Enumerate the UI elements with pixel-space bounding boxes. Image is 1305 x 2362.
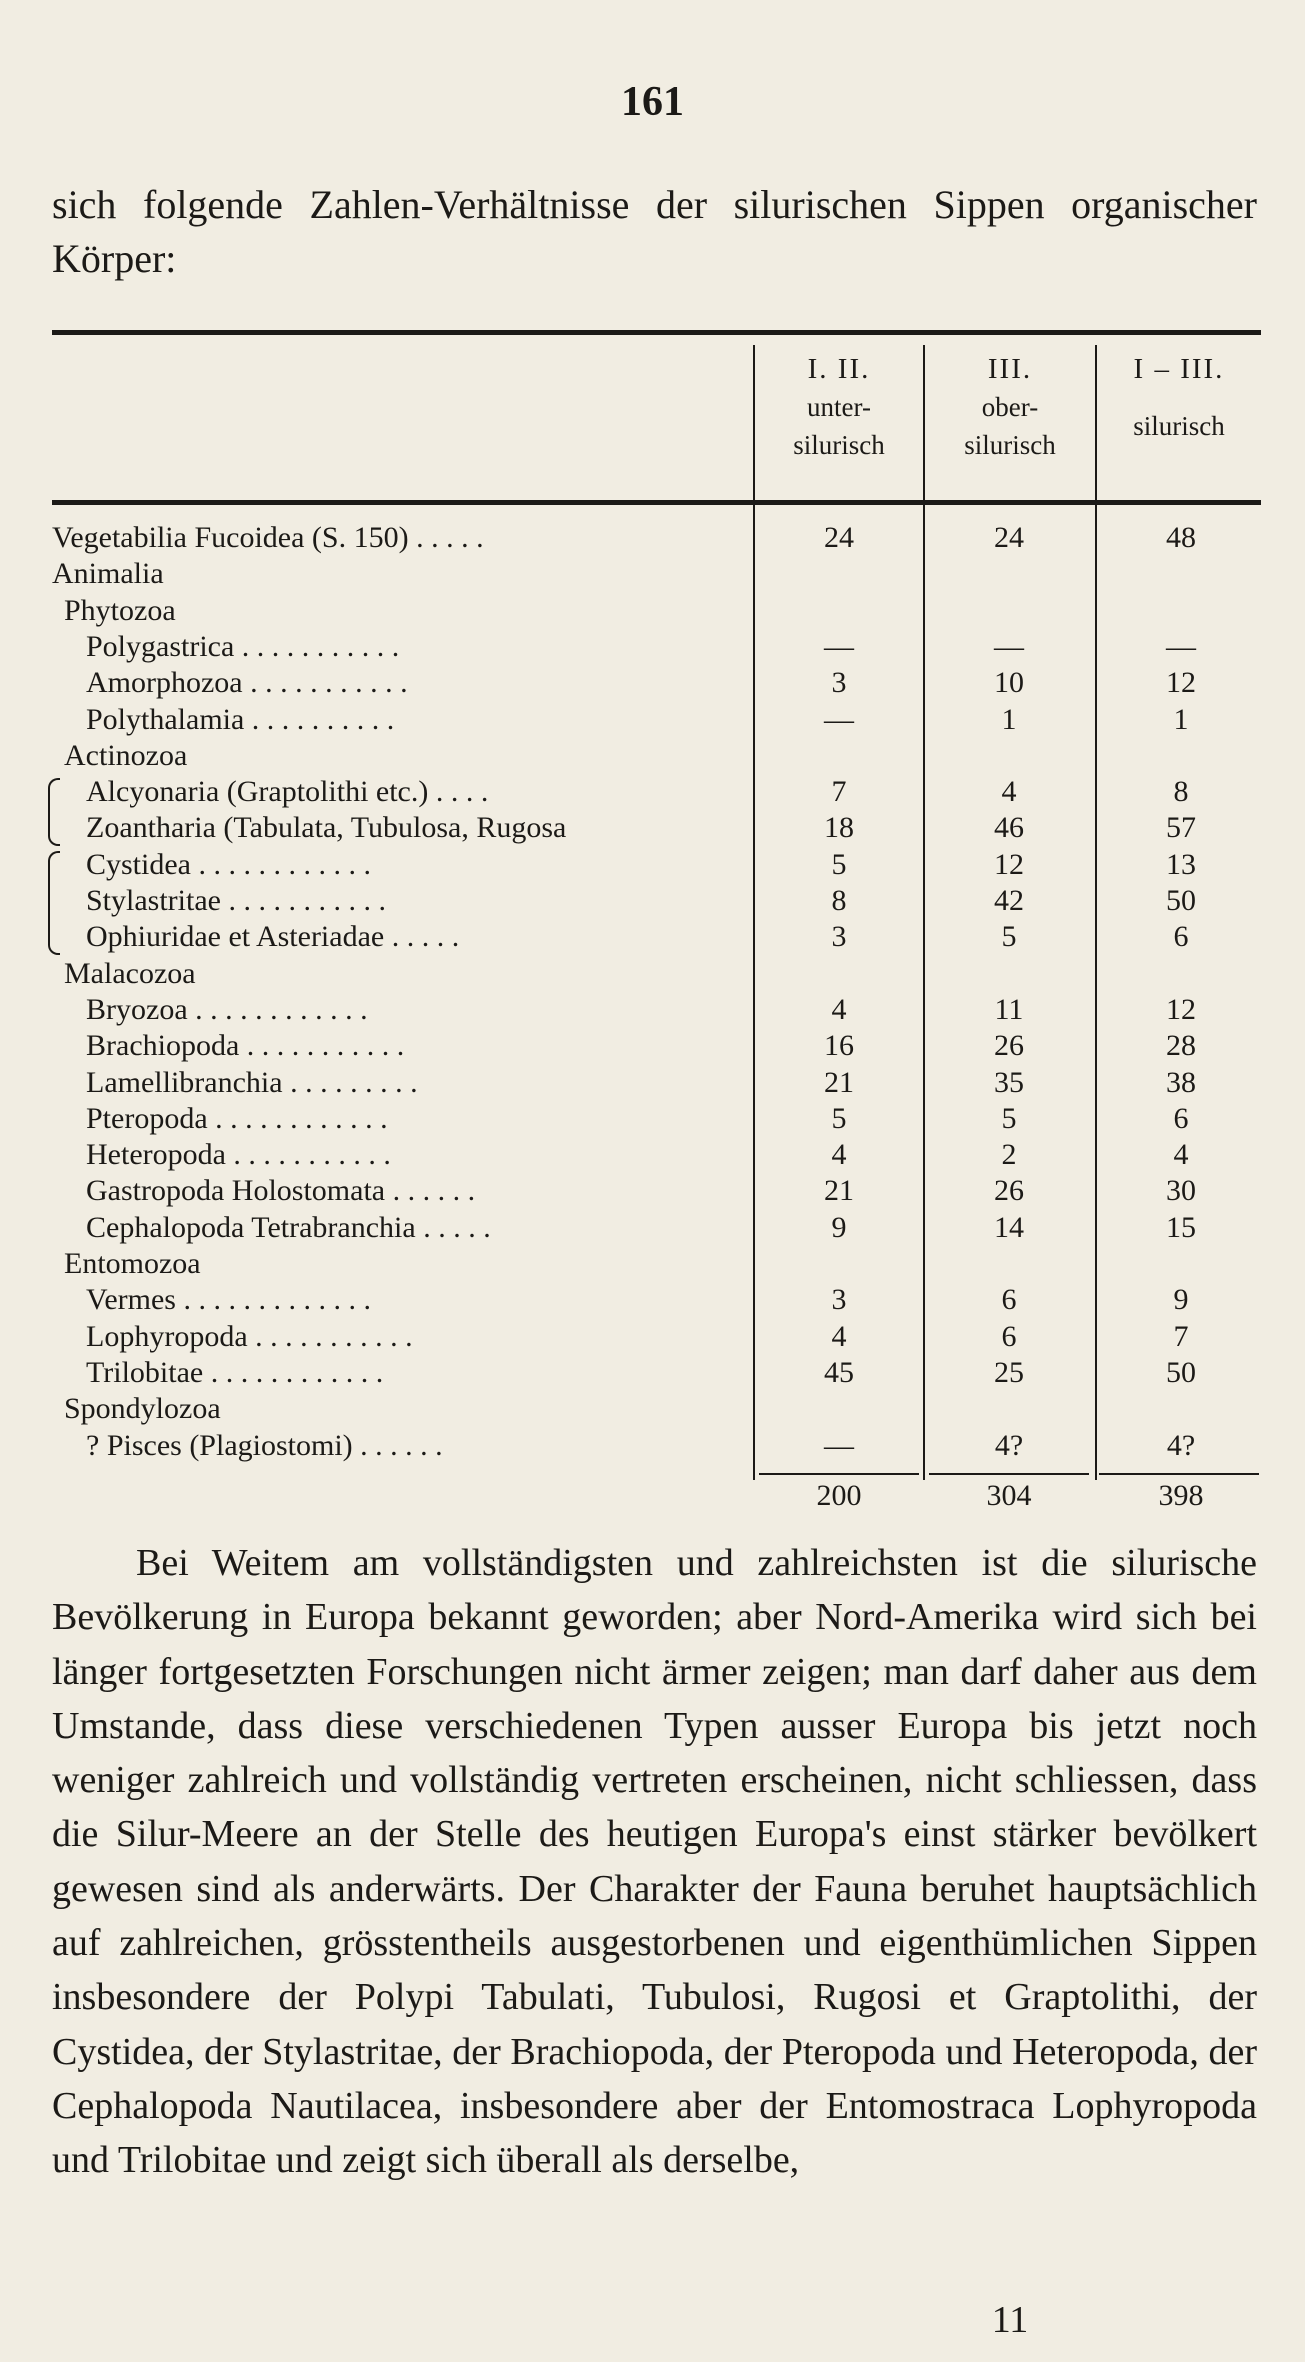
- table-row: [0, 992, 1305, 1028]
- table-row: [0, 956, 1305, 992]
- column-header-2-number: III.: [987, 353, 1033, 385]
- row-label: Bryozoa . . . . . . . . . . . .: [86, 992, 368, 1026]
- row-value-1: 9: [831, 1210, 847, 1244]
- table-row: [0, 1391, 1305, 1427]
- table-row: [0, 919, 1305, 955]
- row-label: Vegetabilia Fucoidea (S. 150) . . . . .: [52, 521, 484, 554]
- row-value-1: 4: [831, 992, 847, 1026]
- table-row: [0, 1065, 1305, 1101]
- row-label: Brachiopoda . . . . . . . . . . .: [86, 1029, 405, 1063]
- row-value-1: 18: [824, 811, 854, 845]
- row-value-2: 1: [1001, 702, 1017, 736]
- row-value-2: 5: [1001, 1101, 1017, 1135]
- row-value-3: 12: [1166, 666, 1196, 700]
- row-value-1: 45: [824, 1355, 854, 1389]
- row-value-1: 21: [824, 1065, 854, 1099]
- row-value-3: 50: [1166, 1355, 1196, 1389]
- column-header-1: [755, 350, 923, 464]
- row-label: Entomozoa: [64, 1247, 201, 1280]
- row-value-1: 8: [831, 884, 847, 917]
- row-label: Pteropoda . . . . . . . . . . . .: [86, 1101, 388, 1135]
- row-value-3: 50: [1166, 884, 1196, 917]
- table-row: [0, 1210, 1305, 1246]
- row-label: Alcyonaria (Graptolithi etc.) . . . .: [86, 775, 489, 809]
- column-header-2-sub1: ober-: [981, 392, 1039, 422]
- row-value-1: 21: [824, 1174, 854, 1208]
- column-header-2: [925, 350, 1095, 464]
- row-value-2: 6: [1001, 1319, 1017, 1353]
- table-row: [0, 1428, 1305, 1464]
- row-label: Lophyropoda . . . . . . . . . . .: [86, 1319, 413, 1353]
- row-value-2: 11: [994, 992, 1024, 1026]
- body-paragraph: [52, 1536, 1257, 2188]
- row-value-3: 15: [1166, 1210, 1196, 1244]
- row-value-1: 3: [831, 666, 847, 700]
- total-ober-silurisch: 304: [986, 1479, 1032, 1512]
- column-header-1-sub2: silurisch: [793, 430, 885, 460]
- row-value-2: 12: [994, 847, 1024, 881]
- table-row: [0, 1101, 1305, 1137]
- column-header-3-sub2: silurisch: [1133, 411, 1225, 441]
- row-label: Cystidea . . . . . . . . . . . .: [86, 847, 371, 881]
- row-label: Lamellibranchia . . . . . . . . .: [86, 1065, 418, 1099]
- row-value-2: 26: [994, 1174, 1024, 1208]
- table-row: [0, 883, 1305, 919]
- table-header-rule: [52, 500, 1261, 505]
- column-header-1-sub1: unter-: [807, 392, 871, 422]
- row-label: ? Pisces (Plagiostomi) . . . . . .: [86, 1428, 443, 1462]
- row-value-3: 48: [1166, 521, 1196, 554]
- row-value-2: 10: [994, 666, 1024, 700]
- row-value-1: 5: [831, 847, 847, 881]
- table-row: [0, 1137, 1305, 1173]
- row-value-2: 26: [994, 1029, 1024, 1063]
- row-value-3: 7: [1173, 1319, 1189, 1353]
- row-value-3: 4: [1173, 1138, 1189, 1172]
- row-value-2: 14: [994, 1210, 1024, 1244]
- row-value-2: 2: [1001, 1138, 1017, 1172]
- row-value-1: —: [824, 629, 854, 663]
- row-value-1: 16: [824, 1029, 854, 1063]
- row-value-2: —: [994, 629, 1024, 663]
- row-value-2: 24: [994, 521, 1024, 554]
- row-value-3: 8: [1173, 775, 1189, 809]
- row-value-3: 28: [1166, 1029, 1196, 1063]
- table-top-rule: [52, 330, 1261, 335]
- table-row: [0, 702, 1305, 738]
- row-value-3: 13: [1166, 847, 1196, 881]
- row-value-3: 38: [1166, 1065, 1196, 1099]
- table-row: [0, 1028, 1305, 1064]
- table-row: [0, 847, 1305, 883]
- row-value-3: 6: [1173, 1101, 1189, 1135]
- row-label: Phytozoa: [64, 593, 176, 627]
- table-row: [0, 1319, 1305, 1355]
- row-value-2: 6: [1001, 1283, 1017, 1317]
- row-value-3: 57: [1166, 811, 1196, 845]
- row-label: Amorphozoa . . . . . . . . . . .: [86, 666, 408, 700]
- table-row: [0, 593, 1305, 629]
- row-value-3: 1: [1173, 702, 1189, 736]
- row-value-3: 4?: [1166, 1428, 1196, 1462]
- row-label: Malacozoa: [64, 956, 196, 990]
- table-row: [0, 1246, 1305, 1282]
- row-value-2: 4: [1001, 775, 1017, 809]
- row-value-3: 6: [1173, 920, 1189, 954]
- column-header-1-number: I. II.: [807, 353, 871, 385]
- column-header-3-spacer: [1097, 388, 1261, 407]
- column-header-3-number: I – III.: [1133, 353, 1225, 385]
- row-value-1: 3: [831, 920, 847, 954]
- intro-text: sich folgende Zahlen-Verhältnisse der silurischen Sippen organischer Körper:: [52, 182, 1257, 281]
- total-silurisch: 398: [1158, 1479, 1204, 1512]
- page-number: 161: [621, 79, 684, 125]
- row-label: Vermes . . . . . . . . . . . . .: [86, 1283, 371, 1317]
- table-row: [0, 738, 1305, 774]
- total-rule-3: [1099, 1473, 1259, 1475]
- table-row: [0, 520, 1305, 556]
- row-value-1: 4: [831, 1319, 847, 1353]
- row-value-2: 25: [994, 1355, 1024, 1389]
- total-rule-2: [929, 1473, 1089, 1475]
- table-row: [0, 1173, 1305, 1209]
- table-row: [0, 810, 1305, 846]
- row-value-3: 9: [1173, 1283, 1189, 1317]
- table-row: [0, 1282, 1305, 1318]
- row-value-1: 7: [831, 775, 847, 809]
- row-value-2: 46: [994, 811, 1024, 845]
- table-row: [0, 774, 1305, 810]
- row-value-1: —: [824, 702, 854, 736]
- row-label: Ophiuridae et Asteriadae . . . . .: [86, 920, 460, 954]
- row-label: Spondylozoa: [64, 1392, 221, 1426]
- signature-mark: 11: [991, 2299, 1029, 2341]
- row-label: Polygastrica . . . . . . . . . . .: [86, 629, 400, 663]
- paragraph-text: Bei Weitem am vollständigsten und zahlreichsten ist die silurische Bevölkerung in Europa bekannt geworden; aber Nord-Amerika wird sich bei länger fortgesetzten Forschungen nicht ärmer zeigen; man darf daher aus dem Umstande, dass diese verschiedenen Typen ausser Europa bis jetzt noch weniger zahlreich und vollständig vertreten erscheinen, nicht schliessen, dass die Silur-Meere an der Stelle des heutigen Europa's einst stärker bevölkert gewesen sind als anderwärts. Der Charakter der Fauna beruhet hauptsächlich auf zahlreichen, grösstentheils ausgestorbenen und eigenthümlichen Sippen insbesondere der Polypi Tabulati, Tubulosi, Rugosi et Graptolithi, der Cystidea, der Stylastritae, der Brachiopoda, der Pteropoda und Heteropoda, der Cephalopoda Nautilacea, insbesondere aber der Entomostraca Lophyropoda und Trilobitae und zeigt sich überall als derselbe,: [52, 1542, 1257, 2182]
- row-value-1: —: [824, 1428, 854, 1462]
- row-label: Animalia: [52, 557, 164, 591]
- row-label: Gastropoda Holostomata . . . . . .: [86, 1174, 476, 1208]
- row-value-3: —: [1166, 629, 1196, 663]
- row-value-1: 4: [831, 1138, 847, 1172]
- table-row: [0, 1355, 1305, 1391]
- row-label: Cephalopoda Tetrabranchia . . . . .: [86, 1210, 491, 1244]
- total-rule-1: [759, 1473, 919, 1475]
- column-header-3: [1097, 350, 1261, 445]
- row-value-2: 4?: [994, 1428, 1024, 1462]
- row-value-1: 3: [831, 1283, 847, 1317]
- row-label: Trilobitae . . . . . . . . . . . .: [86, 1355, 384, 1389]
- row-value-2: 42: [994, 884, 1024, 917]
- row-label: Heteropoda . . . . . . . . . . .: [86, 1138, 391, 1172]
- row-value-1: 5: [831, 1101, 847, 1135]
- total-unter-silurisch: 200: [816, 1479, 862, 1512]
- table-row: [0, 629, 1305, 665]
- row-label: Polythalamia . . . . . . . . . .: [86, 702, 395, 736]
- row-value-2: 35: [994, 1065, 1024, 1099]
- row-value-2: 5: [1001, 920, 1017, 954]
- column-header-2-sub2: silurisch: [964, 430, 1056, 460]
- row-value-3: 30: [1166, 1174, 1196, 1208]
- table-row: [0, 556, 1305, 592]
- row-value-3: 12: [1166, 992, 1196, 1026]
- table-row: [0, 665, 1305, 701]
- row-label: Stylastritae . . . . . . . . . . .: [86, 884, 386, 917]
- row-label: Actinozoa: [64, 738, 188, 772]
- row-label: Zoantharia (Tabulata, Tubulosa, Rugosa: [86, 811, 567, 845]
- row-value-1: 24: [824, 521, 854, 554]
